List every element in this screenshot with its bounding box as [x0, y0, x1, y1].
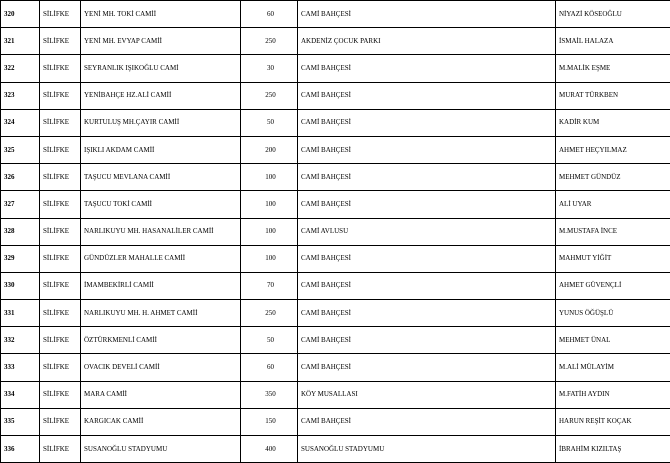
table-row [1, 55, 670, 82]
row-number-cell: 321 [1, 28, 40, 55]
capacity-cell: 400 [241, 436, 298, 463]
row-number-cell: 334 [1, 381, 40, 408]
mosque-name-cell: KURTULUŞ MH.ÇAYIR CAMİİ [81, 109, 241, 136]
mosque-name-cell: ÖZTÜRKMENLİ CAMİİ [81, 327, 241, 354]
responsible-person-cell: NİYAZİ KÖSEOĞLU [556, 1, 670, 28]
district-cell: SİLİFKE [40, 436, 81, 463]
location-cell: CAMİ BAHÇESİ [298, 408, 556, 435]
mosque-name-cell: SUSANOĞLU STADYUMU [81, 436, 241, 463]
responsible-person-cell: M.ALİ MÜLAYİM [556, 354, 670, 381]
responsible-person-cell: ALİ UYAR [556, 191, 670, 218]
district-cell: SİLİFKE [40, 354, 81, 381]
district-cell: SİLİFKE [40, 327, 81, 354]
location-cell: CAMİ BAHÇESİ [298, 245, 556, 272]
district-cell: SİLİFKE [40, 164, 81, 191]
capacity-cell: 70 [241, 272, 298, 299]
row-number-cell: 332 [1, 327, 40, 354]
capacity-cell: 250 [241, 28, 298, 55]
district-cell: SİLİFKE [40, 28, 81, 55]
responsible-person-cell: İSMAİL HALAZA [556, 28, 670, 55]
mosque-name-cell: İMAMBEKİRLİ CAMİİ [81, 272, 241, 299]
mosque-name-cell: NARLIKUYU MH. HASANALİLER CAMİİ [81, 218, 241, 245]
location-cell: CAMİ BAHÇESİ [298, 191, 556, 218]
table-row [1, 28, 670, 55]
responsible-person-cell: İBRAHİM KIZILTAŞ [556, 436, 670, 463]
location-cell: CAMİ BAHÇESİ [298, 55, 556, 82]
row-number-cell: 327 [1, 191, 40, 218]
table-body [1, 1, 670, 463]
responsible-person-cell: KADİR KUM [556, 109, 670, 136]
responsible-person-cell: M.MALİK EŞME [556, 55, 670, 82]
district-cell: SİLİFKE [40, 55, 81, 82]
table-row [1, 245, 670, 272]
table-row [1, 408, 670, 435]
capacity-cell: 50 [241, 109, 298, 136]
row-number-cell: 320 [1, 1, 40, 28]
mosque-name-cell: SEYRANLIK IŞIKOĞLU CAMİ [81, 55, 241, 82]
mosque-name-cell: YENİBAHÇE HZ.ALİ CAMİİ [81, 82, 241, 109]
row-number-cell: 330 [1, 272, 40, 299]
mosque-name-cell: NARLIKUYU MH. H. AHMET CAMİİ [81, 300, 241, 327]
row-number-cell: 333 [1, 354, 40, 381]
mosque-name-cell: MARA CAMİİ [81, 381, 241, 408]
responsible-person-cell: M.MUSTAFA İNCE [556, 218, 670, 245]
district-cell: SİLİFKE [40, 408, 81, 435]
row-number-cell: 324 [1, 109, 40, 136]
table-row [1, 136, 670, 163]
location-cell: KÖY MUSALLASI [298, 381, 556, 408]
location-cell: CAMİ BAHÇESİ [298, 82, 556, 109]
row-number-cell: 331 [1, 300, 40, 327]
responsible-person-cell: HARUN REŞİT KOÇAK [556, 408, 670, 435]
table-row [1, 82, 670, 109]
row-number-cell: 322 [1, 55, 40, 82]
capacity-cell: 100 [241, 218, 298, 245]
capacity-cell: 30 [241, 55, 298, 82]
mosque-name-cell: TAŞUCU MEVLANA CAMİİ [81, 164, 241, 191]
responsible-person-cell: MEHMET GÜNDÜZ [556, 164, 670, 191]
capacity-cell: 60 [241, 354, 298, 381]
district-cell: SİLİFKE [40, 136, 81, 163]
location-cell: CAMİ BAHÇESİ [298, 327, 556, 354]
row-number-cell: 325 [1, 136, 40, 163]
district-cell: SİLİFKE [40, 381, 81, 408]
responsible-person-cell: MEHMET ÜNAL [556, 327, 670, 354]
location-cell: AKDENİZ ÇOCUK PARKI [298, 28, 556, 55]
district-cell: SİLİFKE [40, 109, 81, 136]
capacity-cell: 100 [241, 245, 298, 272]
capacity-cell: 100 [241, 191, 298, 218]
table-row [1, 109, 670, 136]
responsible-person-cell: MAHMUT YİĞİT [556, 245, 670, 272]
mosque-name-cell: GÜNDÜZLER MAHALLE CAMİİ [81, 245, 241, 272]
responsible-person-cell: YUNUS ÖĞÜŞLÜ [556, 300, 670, 327]
table-row [1, 1, 670, 28]
capacity-cell: 350 [241, 381, 298, 408]
location-cell: CAMİ BAHÇESİ [298, 164, 556, 191]
capacity-cell: 60 [241, 1, 298, 28]
row-number-cell: 326 [1, 164, 40, 191]
location-cell: CAMİ BAHÇESİ [298, 272, 556, 299]
district-cell: SİLİFKE [40, 218, 81, 245]
row-number-cell: 336 [1, 436, 40, 463]
district-cell: SİLİFKE [40, 82, 81, 109]
table-row [1, 164, 670, 191]
row-number-cell: 329 [1, 245, 40, 272]
mosque-name-cell: KARGICAK CAMİİ [81, 408, 241, 435]
responsible-person-cell: AHMET GÜVENÇLİ [556, 272, 670, 299]
location-cell: CAMİ BAHÇESİ [298, 300, 556, 327]
table-row [1, 354, 670, 381]
table-row [1, 218, 670, 245]
responsible-person-cell: M.FATİH AYDIN [556, 381, 670, 408]
responsible-person-cell: AHMET HEÇYILMAZ [556, 136, 670, 163]
mosque-name-cell: TAŞUCU TOKİ CAMİİ [81, 191, 241, 218]
location-cell: SUSANOĞLU STADYUMU [298, 436, 556, 463]
district-cell: SİLİFKE [40, 272, 81, 299]
table-row [1, 272, 670, 299]
table-row [1, 327, 670, 354]
capacity-cell: 100 [241, 164, 298, 191]
capacity-cell: 200 [241, 136, 298, 163]
location-cell: CAMİ BAHÇESİ [298, 354, 556, 381]
district-cell: SİLİFKE [40, 300, 81, 327]
capacity-cell: 250 [241, 82, 298, 109]
responsible-person-cell: MURAT TÜRKBEN [556, 82, 670, 109]
table-row [1, 191, 670, 218]
capacity-cell: 50 [241, 327, 298, 354]
row-number-cell: 328 [1, 218, 40, 245]
location-cell: CAMİ BAHÇESİ [298, 109, 556, 136]
district-cell: SİLİFKE [40, 1, 81, 28]
mosque-name-cell: OVACIK DEVELİ CAMİİ [81, 354, 241, 381]
table-row [1, 300, 670, 327]
row-number-cell: 323 [1, 82, 40, 109]
capacity-cell: 150 [241, 408, 298, 435]
mosque-name-cell: YENİ MH. EVYAP CAMİİ [81, 28, 241, 55]
district-cell: SİLİFKE [40, 191, 81, 218]
mosque-name-cell: YENİ MH. TOKİ CAMİİ [81, 1, 241, 28]
row-number-cell: 335 [1, 408, 40, 435]
location-cell: CAMİ BAHÇESİ [298, 1, 556, 28]
table-row [1, 381, 670, 408]
mosque-name-cell: IŞIKLI AKDAM CAMİİ [81, 136, 241, 163]
location-cell: CAMİ BAHÇESİ [298, 136, 556, 163]
location-cell: CAMİ AVLUSU [298, 218, 556, 245]
capacity-cell: 250 [241, 300, 298, 327]
table-row [1, 436, 670, 463]
district-cell: SİLİFKE [40, 245, 81, 272]
